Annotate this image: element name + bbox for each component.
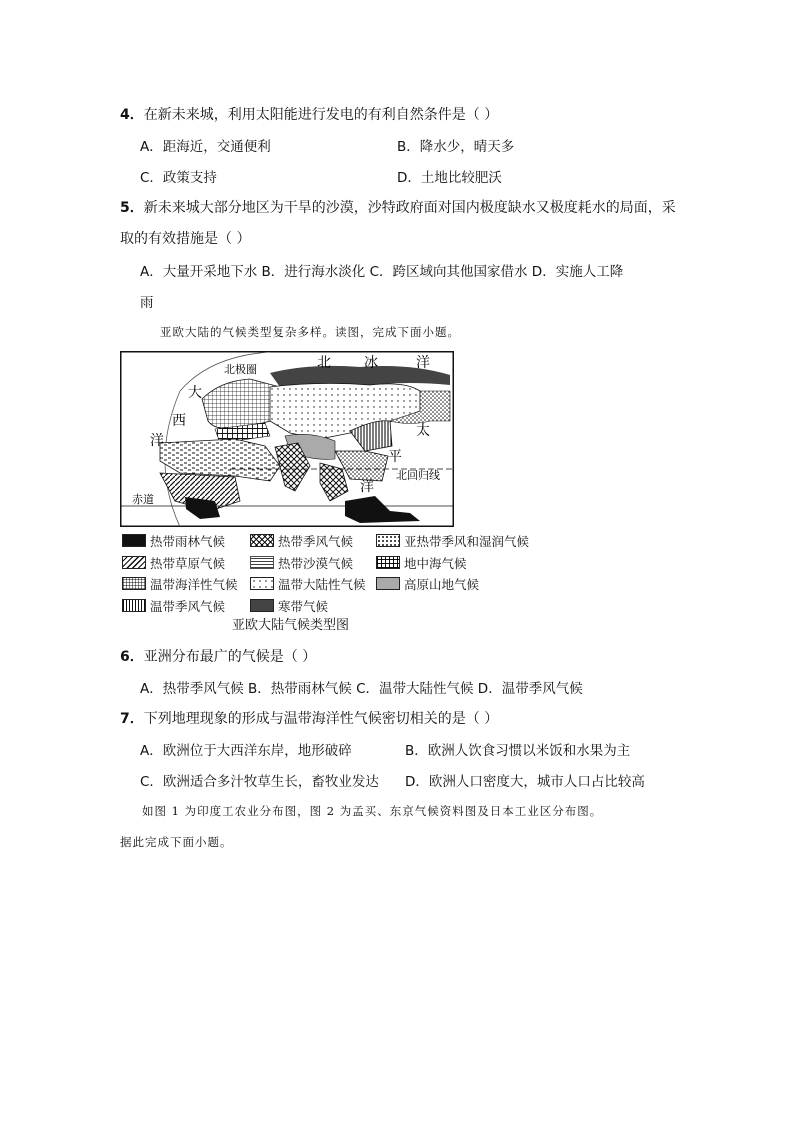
legend-temperate-oceanic: 温带海洋性气候 — [122, 575, 238, 593]
q4-option-d: D．土地比较肥沃 — [397, 170, 502, 186]
q4-option-b: B．降水少，晴天多 — [397, 139, 515, 155]
swatch-solid-black-icon — [122, 534, 146, 547]
label-yang-west: 洋 — [150, 433, 164, 449]
q4-option-a: A．距海近，交通便利 — [140, 139, 271, 155]
label-tropic: 北回归线 — [396, 469, 440, 482]
legend-savanna: 热带草原气候 — [122, 554, 225, 572]
swatch-plus-grid-icon — [376, 556, 400, 569]
q7-option-c: C．欧洲适合多汁牧草生长，畜牧业发达 — [140, 774, 379, 790]
q4-option-c: C．政策支持 — [140, 170, 217, 186]
swatch-dense-dots-icon — [376, 534, 400, 547]
q7-option-d: D．欧洲人口密度大，城市人口占比较高 — [405, 774, 645, 790]
swatch-fine-grid-icon — [122, 577, 146, 590]
label-bing: 冰 — [364, 355, 378, 371]
q6-options: A．热带季风气候 B．热带雨林气候 C．温带大陆性气候 D．温带季风气候 — [140, 681, 583, 697]
legend-tropical-monsoon: 热带季风气候 — [250, 532, 353, 550]
intro-india-japan-cont: 据此完成下面小题。 — [120, 835, 233, 849]
label-yang-north: 洋 — [416, 355, 430, 371]
q5-options-cont: 雨 — [140, 295, 154, 311]
q7-option-a: A．欧洲位于大西洋东岸，地形破碎 — [140, 743, 352, 759]
legend-polar: 寒带气候 — [250, 597, 328, 615]
q7-option-b: B．欧洲人饮食习惯以米饭和水果为主 — [405, 743, 631, 759]
legend-highland: 高原山地气候 — [376, 575, 479, 593]
label-tai: 太 — [416, 423, 430, 439]
map-caption: 亚欧大陆气候类型图 — [232, 618, 350, 633]
question-7-stem: 7．下列地理现象的形成与温带海洋性气候密切相关的是（ ） — [120, 711, 499, 727]
label-north: 北 — [317, 355, 331, 371]
label-yang-east: 洋 — [360, 479, 374, 495]
legend-tropical-rainforest: 热带雨林气候 — [122, 532, 225, 550]
label-xi: 西 — [172, 413, 186, 429]
swatch-gray-icon — [376, 577, 400, 590]
legend-temperate-continental: 温带大陆性气候 — [250, 575, 366, 593]
legend-desert: 热带沙漠气候 — [250, 554, 353, 572]
eurasia-climate-map — [120, 351, 454, 527]
label-arctic-circle: 北极圈 — [224, 363, 257, 376]
legend-mediterranean: 地中海气候 — [376, 554, 467, 572]
q5-options: A．大量开采地下水 B．进行海水淡化 C．跨区域向其他国家借水 D．实施人工降 — [140, 264, 624, 280]
intro-climate: 亚欧大陆的气候类型复杂多样。读图，完成下面小题。 — [160, 325, 460, 339]
label-equator: 赤道 — [132, 493, 154, 506]
question-6-stem: 6．亚洲分布最广的气候是（ ） — [120, 649, 317, 665]
intro-india-japan: 如图 1 为印度工农业分布图，图 2 为孟买、东京气候资料图及日本工业区分布图。 — [142, 804, 603, 818]
swatch-dark-gray-icon — [250, 599, 274, 612]
swatch-diagonal-icon — [122, 556, 146, 569]
swatch-vertical-lines-icon — [122, 599, 146, 612]
question-5-stem: 5．新未来城大部分地区为干旱的沙漠，沙特政府面对国内极度缺水又极度耗水的局面，采 — [120, 200, 676, 216]
swatch-crosshatch-icon — [250, 534, 274, 547]
question-5-stem-cont: 取的有效措施是（ ） — [120, 231, 251, 247]
swatch-sparse-dots-icon — [250, 577, 274, 590]
legend-subtropical-monsoon: 亚热带季风和湿润气候 — [376, 532, 529, 550]
legend-temperate-monsoon: 温带季风气候 — [122, 597, 225, 615]
label-da: 大 — [188, 385, 202, 401]
label-ping: 平 — [388, 449, 402, 465]
swatch-dashes-icon — [250, 556, 274, 569]
question-4-stem: 4．在新未来城，利用太阳能进行发电的有利自然条件是（ ） — [120, 107, 499, 123]
